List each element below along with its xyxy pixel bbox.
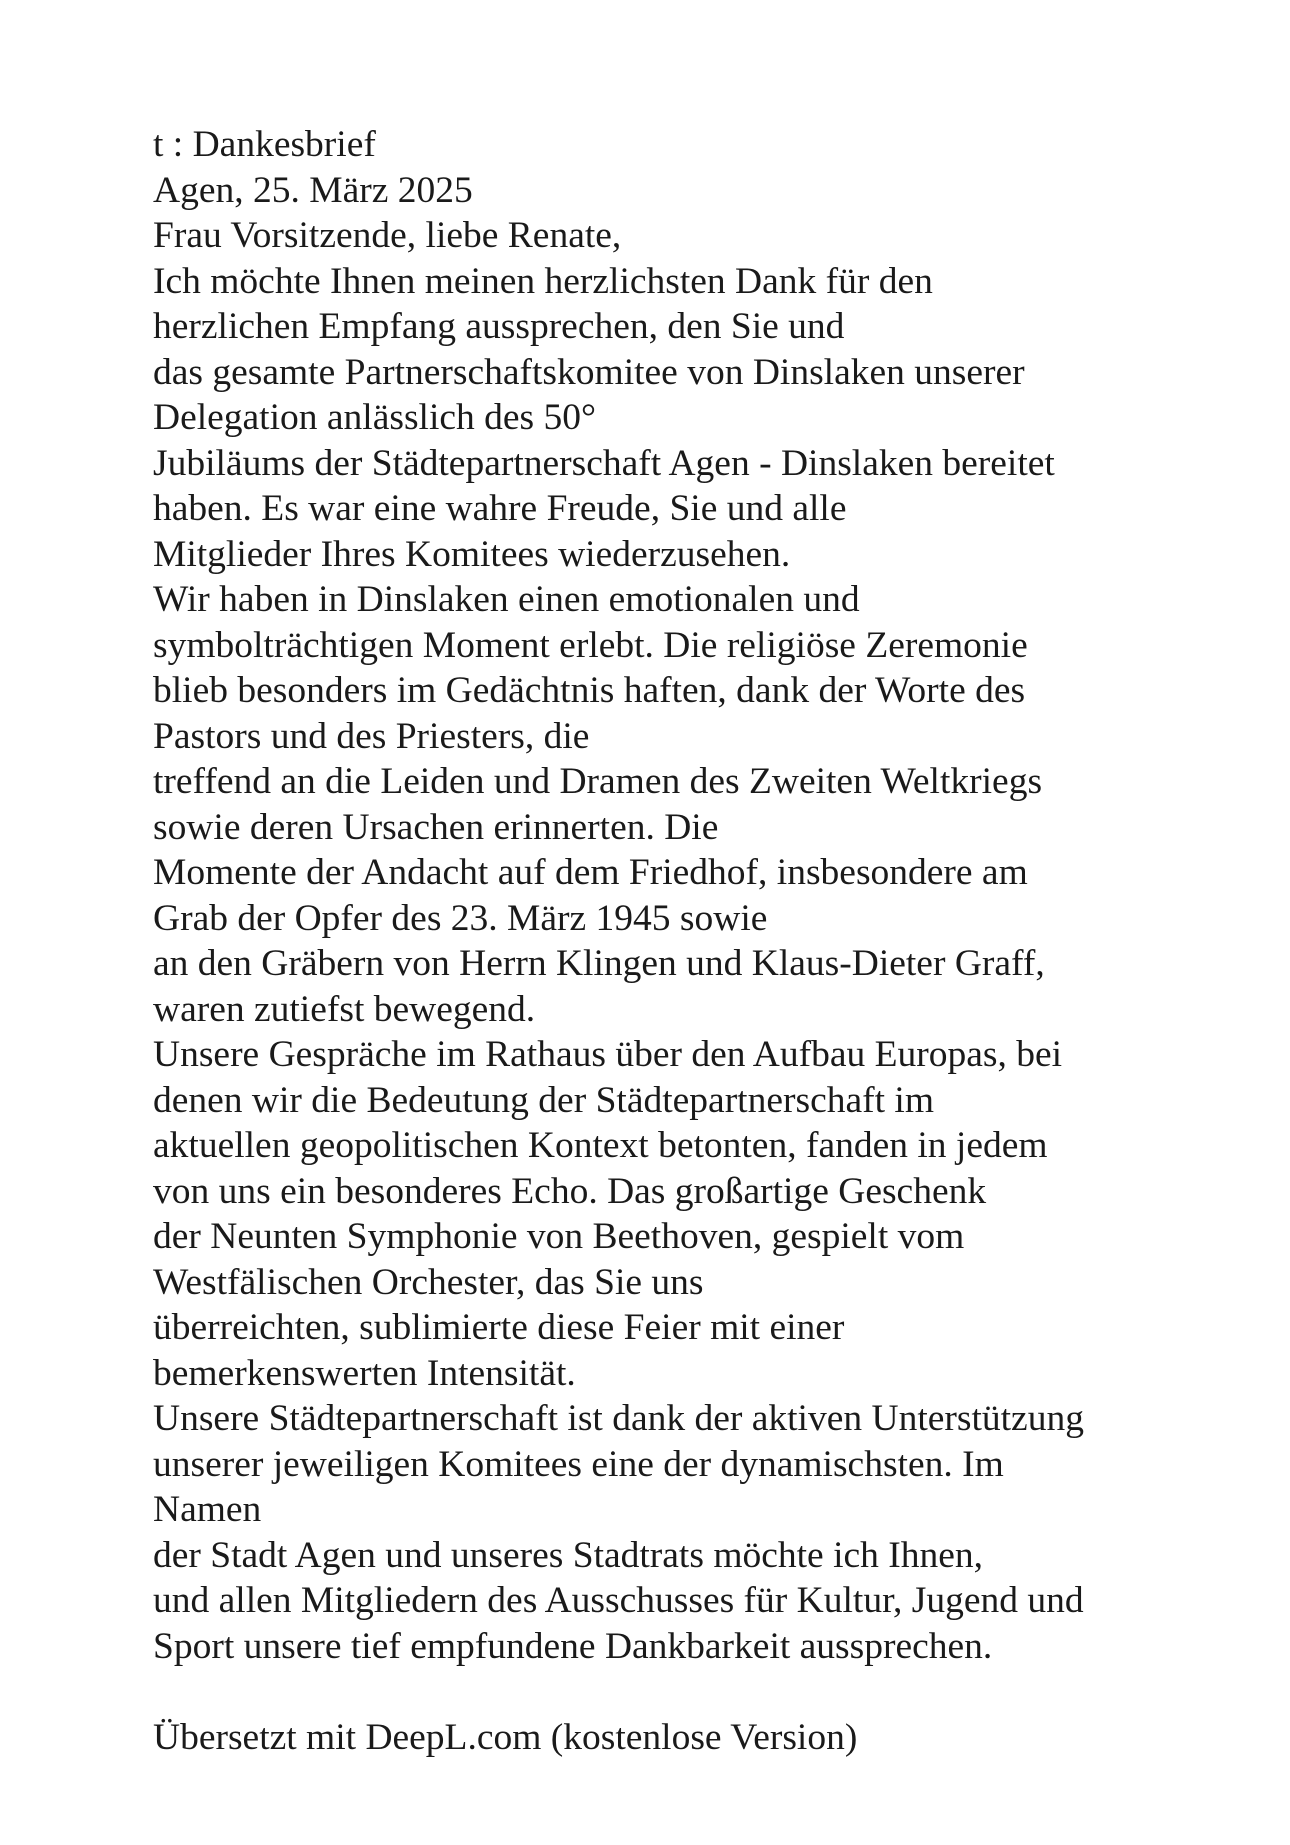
translation-footer: Übersetzt mit DeepL.com (kostenlose Version) [153, 1716, 858, 1758]
text-line: Momente der Andacht auf dem Friedhof, insbesondere am [153, 852, 1028, 893]
text-line: denen wir die Bedeutung der Städtepartnerschaft im [153, 1079, 934, 1121]
text-line: Delegation anlässlich des 50° [153, 397, 597, 438]
text-line: der Neunten Symphonie von Beethoven, gespielt vom [153, 1216, 965, 1257]
text-line: haben. Es war eine wahre Freude, Sie und alle [153, 488, 847, 529]
text-line: sowie deren Ursachen erinnerten. Die [153, 806, 719, 848]
letter-salutation: Frau Vorsitzende, liebe Renate, [153, 215, 622, 256]
text-line: waren zutiefst bewegend. [153, 988, 536, 1030]
text-line: und allen Mitgliedern des Ausschusses für Kultur, Jugend und [153, 1580, 1084, 1621]
text-line: aktuellen geopolitischen Kontext betonten, fanden in jedem [153, 1125, 1048, 1166]
text-line: treffend an die Leiden und Dramen des Zweiten Weltkriegs [153, 761, 1043, 802]
text-line: der Stadt Agen und unseres Stadtrats möchte ich Ihnen, [153, 1534, 984, 1576]
text-line: an den Gräbern von Herrn Klingen und Klaus-Dieter Graff, [153, 943, 1045, 984]
text-line: unserer jeweiligen Komitees eine der dynamischsten. Im [153, 1443, 1004, 1485]
text-line: überreichten, sublimierte diese Feier mit einer [153, 1307, 845, 1348]
text-line: symbolträchtigen Moment erlebt. Die religiöse Zeremonie [153, 624, 1028, 666]
text-line: Mitglieder Ihres Komitees wiederzusehen. [153, 533, 791, 575]
text-line: herzlichen Empfang aussprechen, den Sie und [153, 306, 845, 347]
letter-body [153, 122, 1263, 1760]
text-line: Grab der Opfer des 23. März 1945 sowie [153, 897, 768, 939]
text-line: blieb besonders im Gedächtnis haften, dank der Worte des [153, 670, 1026, 711]
text-line: Unsere Städtepartnerschaft ist dank der aktiven Unterstützung [153, 1398, 1084, 1439]
text-line: Unsere Gespräche im Rathaus über den Aufbau Europas, bei [153, 1034, 1063, 1075]
text-line: Wir haben in Dinslaken einen emotionalen und [153, 579, 860, 620]
letter-subject: t : Dankesbrief [153, 124, 376, 165]
blank-line [153, 1669, 1263, 1715]
text-line: Sport unsere tief empfundene Dankbarkeit aussprechen. [153, 1625, 993, 1667]
text-line: Namen [153, 1489, 262, 1530]
text-line: Pastors und des Priesters, die [153, 715, 590, 757]
text-line: bemerkenswerten Intensität. [153, 1352, 576, 1394]
text-line: von uns ein besonderes Echo. Das großartige Geschenk [153, 1170, 987, 1212]
text-line: Ich möchte Ihnen meinen herzlichsten Dank für den [153, 260, 933, 302]
text-line: Jubiläums der Städtepartnerschaft Agen - Dinslaken bereitet [153, 442, 1055, 484]
text-line: das gesamte Partnerschaftskomitee von Dinslaken unserer [153, 351, 1025, 393]
letter-date: Agen, 25. März 2025 [153, 169, 473, 211]
text-line: Westfälischen Orchester, das Sie uns [153, 1261, 704, 1303]
